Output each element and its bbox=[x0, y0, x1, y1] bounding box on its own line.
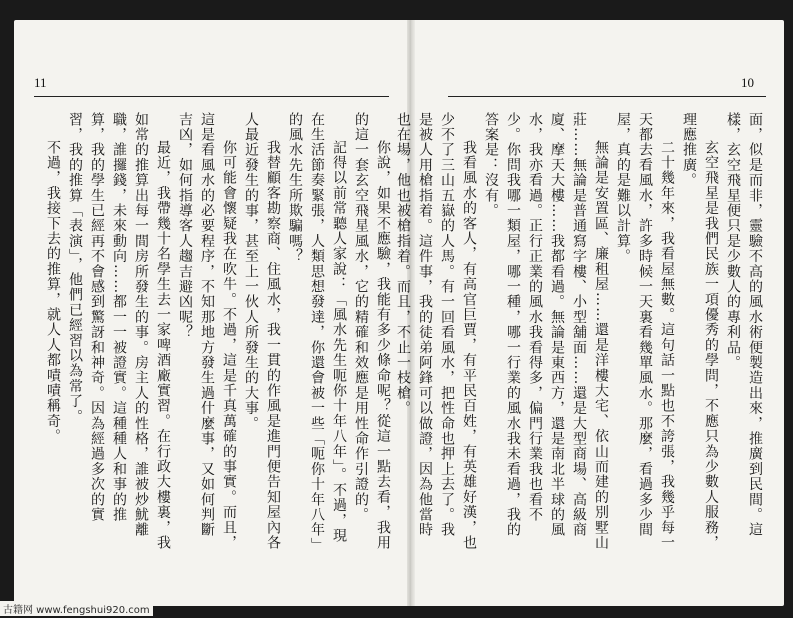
site-watermark: 古籍网 www.fengshui920.com bbox=[0, 601, 153, 616]
book-spread bbox=[14, 20, 784, 606]
right-page bbox=[395, 20, 784, 606]
paragraph: 我替顧客勘察商、住風水，我一貫的作風是進門便告知屋內各人最近發生的事，甚至上一伙人所發生的大事。 bbox=[243, 112, 281, 551]
paragraph: 無論是安置區、廉租屋……還是洋樓大宅、依山而建的別墅山莊……無論是普通寫字樓、小型舖面……還是大型商場、高級商廈、摩天大樓……我都看過。無論是東西方，還是南北半球的風水，我亦看過。正行正業的風水我看得多，偏門行業我也看不少。你問我哪一類屋，哪一種，哪一行業的風水我未看過，我的答案是：沒有。 bbox=[483, 112, 609, 551]
page-number: 11 bbox=[34, 75, 47, 90]
page-text bbox=[45, 112, 394, 552]
header-rule bbox=[34, 96, 389, 97]
paragraph: 面，似是而非，靈驗不高的風水術便製造出來，推廣到民間。這樣，玄空飛星便只是少數人的專利品。 bbox=[725, 112, 763, 538]
page-number: 10 bbox=[741, 75, 754, 90]
paragraph: 玄空飛星是我們民族一項優秀的學問，不應只為少數人服務，理應推廣。 bbox=[681, 112, 719, 551]
paragraph: 你可能會懷疑我在吹牛。不過，這是千真萬確的事實。而且，這是看風水的必要程序，不知那地方發生過什麼事，又如何判斷吉凶，如何指導客人趨吉避凶呢？ bbox=[177, 112, 237, 551]
paragraph: 我看風水的客人，有高官巨賈，有平民百姓，有英雄好漢，也少不了三山五嶽的人馬。有一回看風水，把性命也押上去了。我是被人用槍指着。這件事，我的徒弟阿鋒可以做證，因為他當時也在場，他也被槍指着。而且，不止一枝槍。 bbox=[395, 112, 477, 551]
header-rule bbox=[448, 96, 766, 97]
paragraph: 記得以前常聽人家說：「風水先生呃你十年八年」。不過，現在生活節奏緊張，人類思想發達，你還會被一些「呃你十年八年」的風水先生所欺騙嗎？ bbox=[287, 112, 347, 546]
left-page bbox=[14, 20, 404, 606]
paragraph: 你說，如果不應驗，我能有多少條命呢？從這一點去看，我用的這一套玄空飛星風水，它的精確和效應是用性命作引證的。 bbox=[353, 112, 391, 551]
page-text bbox=[395, 112, 766, 552]
paragraph: 不過，我接下去的推算，就人人都嘖嘖稱奇。 bbox=[45, 140, 61, 444]
paragraph: 二十幾年來，我看屋無數。這句話一點也不誇張，我幾乎每一天都去看風水，許多時候一天裏看幾單風水。那麼，看過多少間屋，真的是難以計算。 bbox=[615, 112, 675, 551]
paragraph: 最近，我帶幾十名學生去一家啤酒廠實習。在行政大樓裏，我如常的推算出每一間房所發生的事。房主人的性格，誰被炒魷離職，誰攞錢，未來動向……都一一被證實。這種種人和事的推算，我的學生已經再不會感到驚訝和神奇。因為經過多次的實習，我的推算「表演」，他們已經習以為常了。 bbox=[67, 112, 171, 551]
